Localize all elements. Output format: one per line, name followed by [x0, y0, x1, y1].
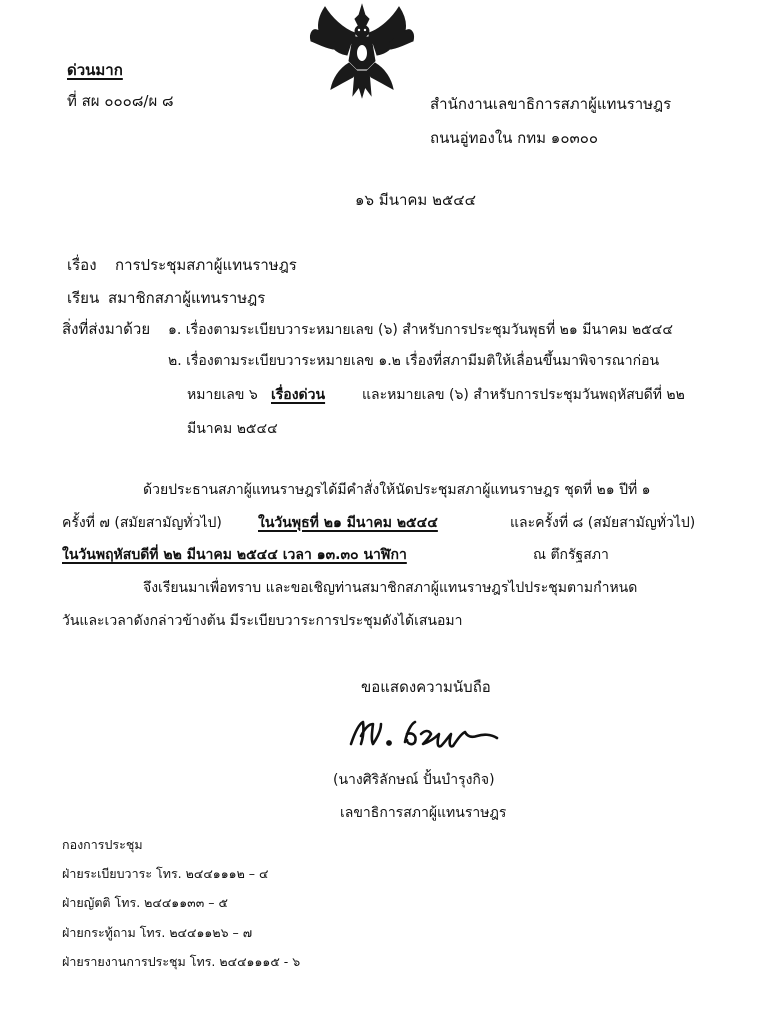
enclosure-item-2-line-1: ๒. เรื่องตามระเบียบวาระหมายเลข ๑.๒ เรื่องที่สภามีมติให้เลื่อนขึ้นมาพิจารณาก่อน	[168, 353, 660, 369]
enclosure-item-2-line-2-start: หมายเลข ๖	[187, 387, 258, 403]
recipient-label: เรียน	[67, 289, 100, 307]
body-paragraph-1-line-1: ด้วยประธานสภาผู้แทนราษฎรได้มีคำสั่งให้นัดประชุมสภาผู้แทนราษฎร ชุดที่ ๒๑ ปีที่ ๑	[143, 482, 651, 498]
recipient-text: สมาชิกสภาผู้แทนราษฎร	[108, 289, 266, 307]
signer-title: เลขาธิการสภาผู้แทนราษฎร	[340, 805, 507, 821]
contact-line: ฝ่ายญัตติ โทร. ๒๔๔๑๑๓๓ – ๕	[62, 895, 228, 910]
body-paragraph-1-line-2-end: และครั้งที่ ๘ (สมัยสามัญทั่วไป)	[510, 515, 696, 531]
department-name: กองการประชุม	[62, 837, 143, 852]
enclosure-label: สิ่งที่ส่งมาด้วย	[62, 320, 151, 338]
urgent-matter-label: เรื่องด่วน	[271, 387, 326, 403]
office-name: สำนักงานเลขาธิการสภาผู้แทนราษฎร	[430, 95, 672, 113]
contact-line: ฝ่ายระเบียบวาระ โทร. ๒๔๔๑๑๑๒ – ๔	[62, 866, 269, 881]
office-address: ถนนอู่ทองใน กทม ๑๐๓๐๐	[430, 129, 599, 147]
contact-line: ฝ่ายกระทู้ถาม โทร. ๒๔๔๑๑๒๖ – ๗	[62, 925, 253, 940]
body-paragraph-1-line-2-start: ครั้งที่ ๗ (สมัยสามัญทั่วไป)	[62, 515, 222, 531]
signer-name: (นางศิริลักษณ์ ปั้นบำรุงกิจ)	[333, 772, 495, 788]
enclosure-item-2-line-2-end: และหมายเลข (๖) สำหรับการประชุมวันพฤหัสบดีที่ ๒๒	[362, 387, 685, 403]
enclosure-item-1: ๑. เรื่องตามระเบียบวาระหมายเลข (๖) สำหรับการประชุมวันพุธที่ ๒๑ มีนาคม ๒๕๔๔	[168, 322, 673, 338]
closing-salutation: ขอแสดงความนับถือ	[361, 678, 491, 696]
reference-number: ที่ สผ ๐๐๐๘/ผ ๘	[67, 92, 174, 110]
body-paragraph-2-line-2: วันและเวลาดังกล่าวข้างต้น มีระเบียบวาระการประชุมดังได้เสนอมา	[62, 613, 463, 629]
contact-line: ฝ่ายรายงานการประชุม โทร. ๒๔๔๑๑๑๕ - ๖	[62, 954, 301, 969]
urgency-label: ด่วนมาก	[67, 61, 123, 79]
meeting-date-2: ในวันพฤหัสบดีที่ ๒๒ มีนาคม ๒๕๔๔ เวลา ๑๓.๓๐ นาฬิกา	[62, 547, 407, 563]
garuda-emblem-icon	[303, 3, 421, 99]
letter-date: ๑๖ มีนาคม ๒๕๔๔	[355, 191, 477, 209]
enclosure-item-2-line-3: มีนาคม ๒๕๔๔	[187, 421, 278, 437]
meeting-venue: ณ ตึกรัฐสภา	[533, 547, 609, 563]
subject-label: เรื่อง	[67, 256, 97, 274]
handwritten-signature	[345, 712, 505, 754]
subject-text: การประชุมสภาผู้แทนราษฎร	[115, 256, 297, 274]
body-paragraph-2-line-1: จึงเรียนมาเพื่อทราบ และขอเชิญท่านสมาชิกสภาผู้แทนราษฎรไปประชุมตามกำหนด	[143, 580, 638, 596]
meeting-date-1: ในวันพุธที่ ๒๑ มีนาคม ๒๕๔๔	[258, 515, 438, 531]
